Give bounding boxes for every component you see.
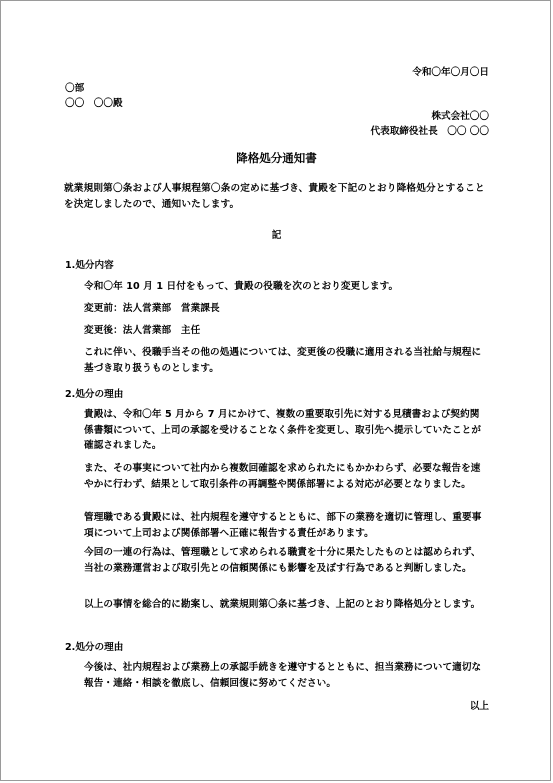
sender-block bbox=[371, 109, 489, 139]
section2-paragraph-5: 以上の事情を総合的に勘案し、就業規則第〇条に基づき、上記のとおり降格処分とします。 bbox=[84, 599, 481, 610]
section2-heading: 2.処分の理由 bbox=[65, 389, 124, 400]
section2-paragraph-2: また、その事実について社内から複数回確認を求められたにもかかわらず、必要な報告を速やかに行わず、結果として取引条件の再調整や関係部署による対応が必要となりました。 bbox=[84, 463, 481, 490]
closing-mark: 以上 bbox=[469, 701, 489, 712]
section2-paragraph-1: 貴殿は、令和〇年 5 月から 7 月にかけて、複数の重要取引先に対する見積書および契約関係書類について、上司の承認を受けることなく条件を変更し、取引先へ提示していたことが確認されました。 bbox=[84, 409, 482, 451]
recipient-dept: 〇部 bbox=[65, 83, 85, 94]
section1-after: 変更後：法人営業部 主任 bbox=[84, 325, 201, 336]
ki-marker: 記 bbox=[271, 230, 282, 241]
section1-paragraph-1: 令和〇年 10 月 1 日付をもって、貴殿の役職を次のとおり変更します。 bbox=[84, 281, 399, 292]
sender-representative: 代表取締役社長 〇〇 〇〇 bbox=[370, 126, 489, 137]
recipient-block bbox=[65, 81, 123, 111]
recipient-name: 〇〇 〇〇殿 bbox=[65, 98, 123, 109]
section1-heading: 1.処分内容 bbox=[65, 260, 114, 271]
intro-paragraph: 就業規則第〇条および人事規程第〇条の定めに基づき、貴殿を下記のとおり降格処分とすることを決定しましたので、通知いたします。 bbox=[64, 183, 485, 210]
section1-paragraph-2: これに伴い、役職手当その他の処遇については、変更後の役職に適用される当社給与規程に基づき取り扱うものとします。 bbox=[84, 347, 482, 374]
section2-paragraph-3: 管理職である貴殿には、社内規程を遵守するとともに、部下の業務を適切に管理し、重要事項について上司および関係部署へ正確に報告する責任があります。 bbox=[84, 512, 482, 539]
section2-paragraph-4: 今回の一連の行為は、管理職として求められる職責を十分に果たしたものとは認められず、当社の業務運営および取引先との信頼関係にも影響を及ぼす行為であると判断しました。 bbox=[84, 547, 481, 574]
section3-paragraph-1: 今後は、社内規程および業務上の承認手続きを遵守するとともに、担当業務について適切な報告・連絡・相談を徹底し、信頼回復に努めてください。 bbox=[84, 662, 482, 689]
document-title: 降格処分通知書 bbox=[236, 151, 317, 165]
issue-date: 令和〇年〇月〇日 bbox=[412, 67, 489, 78]
section3-heading: 2.処分の理由 bbox=[65, 642, 124, 653]
sender-company: 株式会社〇〇 bbox=[431, 111, 489, 122]
section1-before: 変更前：法人営業部 営業課長 bbox=[84, 303, 220, 314]
